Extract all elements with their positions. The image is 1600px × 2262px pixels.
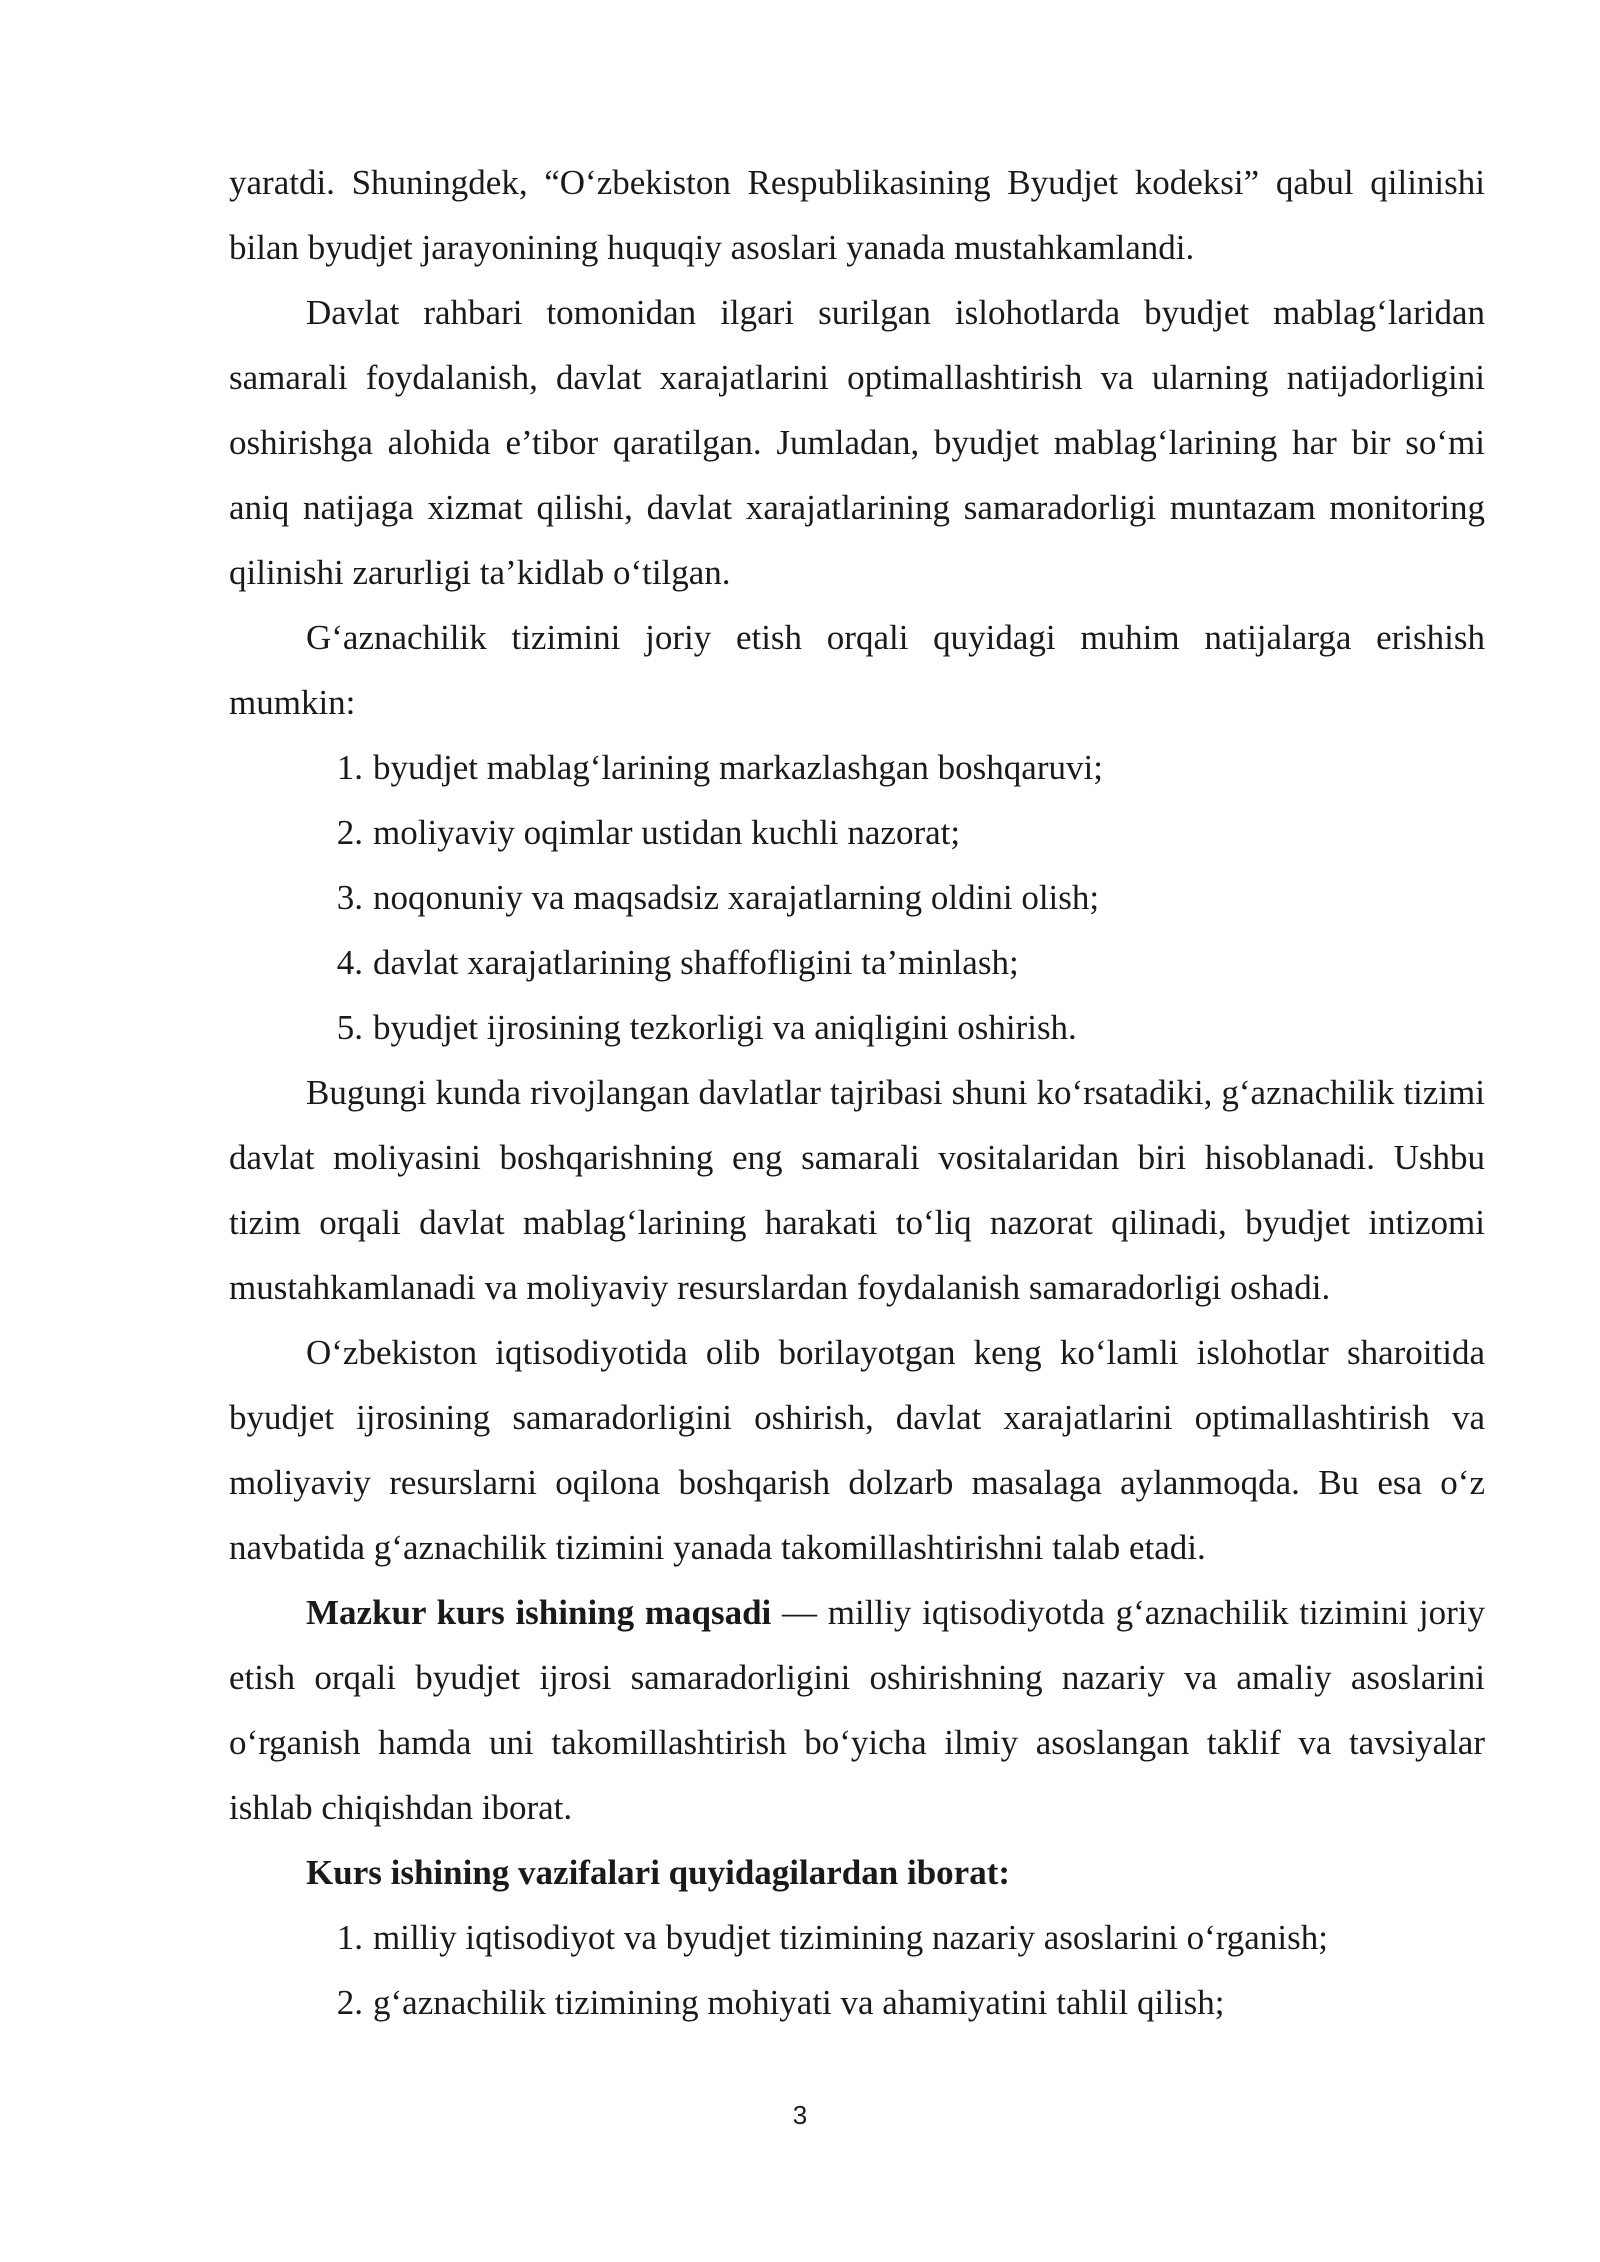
- list-item: [229, 930, 1485, 995]
- list-item: [229, 800, 1485, 865]
- list-item-number: 1.: [336, 748, 363, 787]
- list-item-number: 2.: [336, 813, 363, 852]
- list-item: [229, 865, 1485, 930]
- paragraph-developed-countries: Bugungi kunda rivojlangan davlatlar tajribasi shuni ko‘rsatadiki, g‘aznachilik tizimi davlat moliyasini boshqarishning eng samarali vositalaridan biri hisoblanadi. Ushbu tizim orqali davlat mablag‘larining harakati to‘liq nazorat qilinadi, byudjet intizomi mustahkamlanadi va moliyaviy resurslardan foydalanish samaradorligi oshadi.: [229, 1073, 1485, 1307]
- list-item-number: 3.: [336, 878, 363, 917]
- list-item-text: davlat xarajatlarining shaffofligini ta’minlash;: [373, 943, 1019, 982]
- list-item-number: 5.: [336, 1008, 363, 1047]
- paragraph-course-goal: [229, 1580, 1485, 1840]
- list-item: [229, 1905, 1485, 1970]
- results-list: [229, 735, 1485, 1060]
- list-item: [229, 1970, 1485, 2035]
- list-item-text: moliyaviy oqimlar ustidan kuchli nazorat;: [373, 813, 961, 852]
- list-item-text: byudjet ijrosining tezkorligi va aniqligini oshirish.: [373, 1008, 1077, 1047]
- paragraph-budget-code: yaratdi. Shuningdek, “O‘zbekiston Respublikasining Byudjet kodeksi” qabul qilinishi bilan byudjet jarayonining huquqiy asoslari yanada mustahkamlandi.: [229, 163, 1485, 267]
- list-item-text: g‘aznachilik tizimining mohiyati va ahamiyatini tahlil qilish;: [373, 1983, 1225, 2022]
- list-item-text: byudjet mablag‘larining markazlashgan boshqaruvi;: [373, 748, 1103, 787]
- list-item: [229, 995, 1485, 1060]
- list-item-number: 4.: [336, 943, 363, 982]
- list-item-number: 1.: [336, 1918, 363, 1957]
- list-item: [229, 735, 1485, 800]
- course-tasks-heading: Kurs ishining vazifalari quyidagilardan iborat:: [306, 1853, 1010, 1892]
- course-goal-text: — milliy iqtisodiyotda g‘aznachilik tizimini joriy etish orqali byudjet ijrosi samaradorligini oshirishning nazariy va amaliy asoslarini o‘rganish hamda uni takomillashtirish bo‘yicha ilmiy asoslangan taklif va tavsiyalar ishlab chiqishdan iborat.: [229, 1593, 1485, 1827]
- list-item-text: noqonuniy va maqsadsiz xarajatlarning oldini olish;: [373, 878, 1100, 917]
- tasks-list: [229, 1905, 1485, 2035]
- course-goal-label: Mazkur kurs ishining maqsadi: [306, 1593, 772, 1632]
- paragraph-treasury-results-intro: G‘aznachilik tizimini joriy etish orqali quyidagi muhim natijalarga erishish mumkin:: [229, 618, 1485, 722]
- list-item-number: 2.: [336, 1983, 363, 2022]
- paragraph-reforms: Davlat rahbari tomonidan ilgari surilgan islohotlarda byudjet mablag‘laridan samarali foydalanish, davlat xarajatlarini optimallashtirish va ularning natijadorligini oshirishga alohida e’tibor qaratilgan. Jumladan, byudjet mablag‘larining har bir so‘mi aniq natijaga xizmat qilishi, davlat xarajatlarining samaradorligi muntazam monitoring qilinishi zarurligi ta’kidlab o‘tilgan.: [229, 293, 1485, 592]
- page-number: 3: [792, 2100, 808, 2130]
- paragraph-uzbekistan-reforms: O‘zbekiston iqtisodiyotida olib borilayotgan keng ko‘lamli islohotlar sharoitida byudjet ijrosining samaradorligini oshirish, davlat xarajatlarini optimallashtirish va moliyaviy resurslarni oqilona boshqarish dolzarb masalaga aylanmoqda. Bu esa o‘z navbatida g‘aznachilik tizimini yanada takomillashtirishni talab etadi.: [229, 1333, 1485, 1567]
- list-item-text: milliy iqtisodiyot va byudjet tizimining nazariy asoslarini o‘rganish;: [373, 1918, 1328, 1957]
- document-page: [229, 150, 1485, 2035]
